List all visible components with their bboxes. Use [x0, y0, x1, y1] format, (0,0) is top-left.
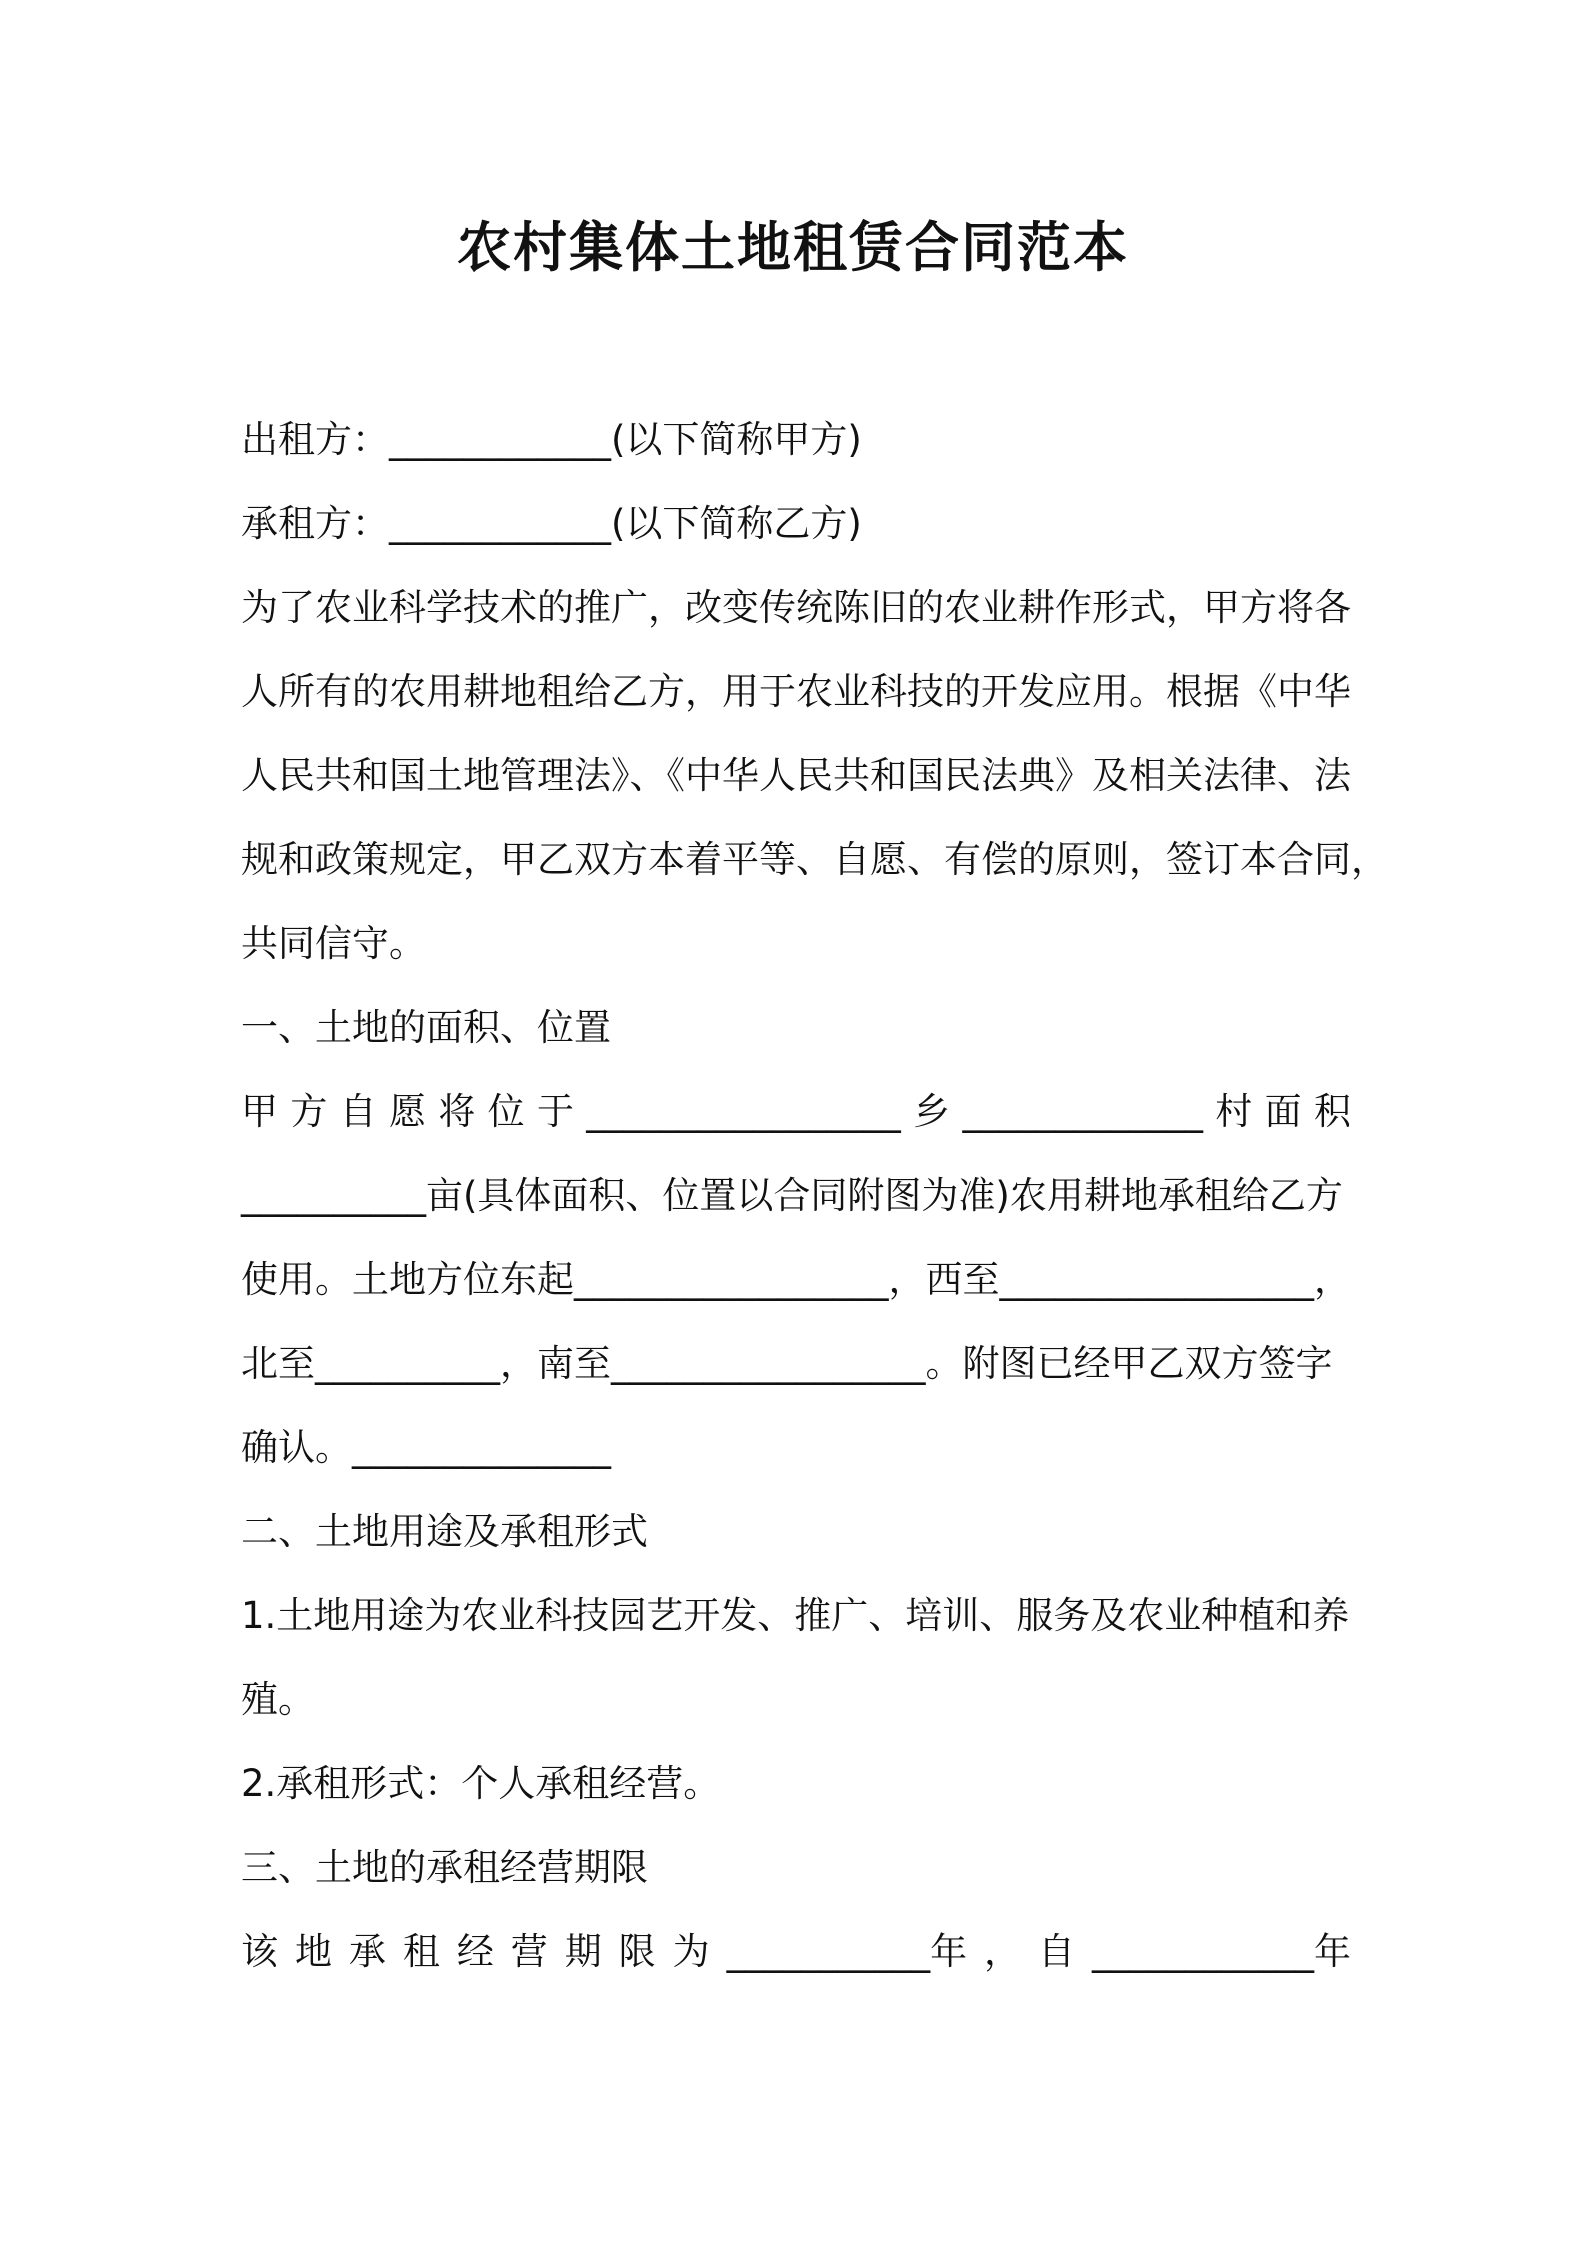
lease-term-word: 限: [618, 1930, 656, 1973]
section-3-heading: 三、土地的承租经营期限: [241, 1846, 648, 1889]
land-location-word: 愿: [388, 1090, 426, 1133]
lease-term-word: 该: [241, 1930, 278, 1973]
land-location-word: 甲: [241, 1090, 278, 1133]
land-location-word: 乡: [913, 1090, 951, 1133]
land-location-word: 于: [536, 1090, 574, 1133]
lease-form-line: 2.承租形式：个人承租经营。: [241, 1762, 721, 1805]
township-blank: _________________: [586, 1090, 901, 1133]
lease-term-word: 期: [564, 1930, 602, 1973]
land-location-word: 方: [290, 1090, 328, 1133]
lease-term-word: 经: [456, 1930, 494, 1973]
lessee-line: 承租方：____________(以下简称乙方): [241, 502, 862, 545]
lessor-line: 出租方：____________(以下简称甲方): [241, 418, 862, 461]
land-location-word: 面: [1264, 1090, 1302, 1133]
confirmation-line: 确认。______________: [241, 1426, 611, 1469]
section-1-heading: 一、土地的面积、位置: [241, 1006, 611, 1049]
land-location-word: 村: [1215, 1090, 1253, 1133]
lease-term-word: 为: [672, 1930, 710, 1973]
land-location-line: [241, 1070, 1351, 1154]
land-use-line-1: 1.土地用途为农业科技园艺开发、推广、培训、服务及农业种植和养: [241, 1594, 1350, 1637]
village-blank: _____________: [962, 1090, 1203, 1133]
lease-term-word: ，: [984, 1930, 1022, 1973]
land-location-word: 自: [339, 1090, 377, 1133]
preamble-line-5: 共同信守。: [241, 922, 426, 965]
land-use-line-2: 殖。: [241, 1678, 315, 1721]
section-2-heading: 二、土地用途及承租形式: [241, 1510, 648, 1553]
document-body: [241, 398, 1388, 1994]
lease-term-word: 营: [510, 1930, 548, 1973]
lease-term-line: [241, 1910, 1351, 1994]
lease-term-word: 地: [294, 1930, 332, 1973]
lease-term-word: 自: [1037, 1930, 1075, 1973]
preamble-line-1: 为了农业科学技术的推广，改变传统陈旧的农业耕作形式，甲方将各: [241, 586, 1351, 629]
term-years-blank: ___________年: [726, 1930, 968, 1973]
boundary-line-2: 北至__________，南至_________________。附图已经甲乙双方签字: [241, 1342, 1333, 1385]
boundary-line-1: 使用。土地方位东起_________________，西至_________________，: [241, 1258, 1351, 1301]
preamble-line-2: 人所有的农用耕地租给乙方，用于农业科技的开发应用。根据《中华: [241, 670, 1351, 713]
land-location-word: 积: [1313, 1090, 1351, 1133]
preamble-line-3: 人民共和国土地管理法》、《中华人民共和国民法典》及相关法律、法: [241, 754, 1351, 797]
preamble-line-4: 规和政策规定，甲乙双方本着平等、自愿、有偿的原则，签订本合同，: [241, 838, 1388, 881]
lease-term-word: 承: [348, 1930, 386, 1973]
start-year-blank: ____________年: [1091, 1930, 1351, 1973]
area-line: __________亩(具体面积、位置以合同附图为准)农用耕地承租给乙方: [241, 1174, 1343, 1217]
land-location-word: 将: [438, 1090, 476, 1133]
document-title: 农村集体土地租赁合同范本: [457, 216, 1129, 279]
land-location-word: 位: [487, 1090, 525, 1133]
lease-term-word: 租: [402, 1930, 440, 1973]
